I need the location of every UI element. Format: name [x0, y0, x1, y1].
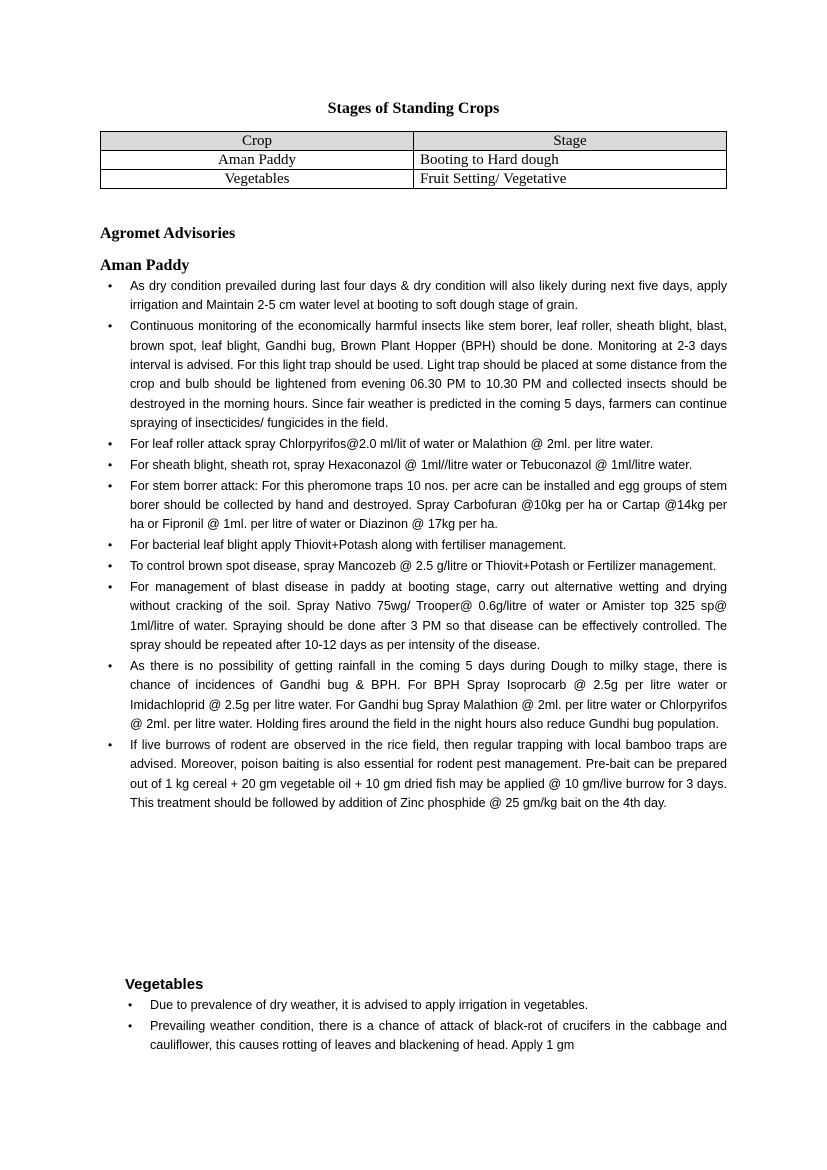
page-title: Stages of Standing Crops	[327, 100, 500, 117]
bullet-icon: •	[128, 1018, 133, 1033]
table-cell-stage: Fruit Setting/ Vegetative	[414, 170, 727, 189]
list-item: • If live burrows of rodent are observed in the rice field, then regular trapping with local bamboo traps are advised. Moreover, poison baiting is also essential for rodent pest management. Pre-bait can be prepared out of 1 kg cereal + 20 gm vegetable oil + 10 gm dried fish may be applied @ 10 gm/live burrow for 3 days. This treatment should be followed by addition of Zinc phosphide @ 25 gm/kg bait on the 4th day.	[108, 737, 727, 811]
list-item: • Prevailing weather condition, there is a chance of attack of black-rot of crucifers in the cabbage and cauliflower, this causes rotting of leaves and blackening of head. Apply 1 gm	[128, 1018, 727, 1053]
crop-stage-table	[100, 131, 727, 189]
aman-paddy-heading: Aman Paddy	[100, 257, 190, 274]
bullet-icon: •	[108, 559, 113, 574]
list-item: • For management of blast disease in paddy at booting stage, carry out alternative wetting and drying without cracking of the soil. Spray Nativo 75wg/ Trooper@ 0.6g/litre of water or Amister top 325 sp@ 1ml/litre of water. Spraying should be done after 3 PM so that disease can be effectively controlled. The spray should be repeated after 10-12 days as per intensity of the disease.	[108, 579, 727, 653]
bullet-icon: •	[108, 437, 113, 452]
table-header-row	[101, 132, 727, 151]
bullet-icon: •	[108, 579, 113, 594]
list-item: • For sheath blight, sheath rot, spray Hexaconazol @ 1ml//litre water or Tebuconazol @ 1ml/litre water.	[130, 456, 727, 475]
list-item: • For stem borrer attack: For this pheromone traps 10 nos. per acre can be installed and egg groups of stem borer should be collected by hand and destroyed. Spray Carbofuran @10kg per ha or Cartap @14kg per ha or Fipronil @ 1ml. per litre of water or Diazinon @ 17kg per ha.	[108, 478, 727, 532]
list-item: • For leaf roller attack spray Chlorpyrifos@2.0 ml/lit of water or Malathion @ 2ml. per litre water.	[130, 435, 727, 454]
vegetables-advisory-list	[128, 996, 727, 1057]
table-cell-crop: Vegetables	[101, 170, 414, 189]
bullet-icon: •	[108, 279, 113, 293]
table-cell-stage: Booting to Hard dough	[414, 151, 727, 170]
list-item: • As dry condition prevailed during last four days & dry condition will also likely during next five days, apply irrigation and Maintain 2-5 cm water level at booting to soft dough stage of grain.	[108, 279, 727, 313]
bullet-icon: •	[108, 319, 113, 334]
list-item: • To control brown spot disease, spray Mancozeb @ 2.5 g/litre or Thiovit+Potash or Fertilizer management.	[130, 557, 727, 576]
list-item: • For bacterial leaf blight apply Thiovit+Potash along with fertiliser management.	[130, 536, 727, 555]
bullet-icon: •	[108, 457, 113, 472]
bullet-icon: •	[108, 478, 113, 493]
table-row	[101, 151, 727, 170]
column-header-stage: Stage	[414, 132, 727, 151]
aman-paddy-advisory-list	[108, 277, 727, 815]
table-row	[101, 170, 727, 189]
advisories-heading: Agromet Advisories	[100, 225, 236, 242]
bullet-icon: •	[108, 658, 113, 673]
list-item: • As there is no possibility of getting rainfall in the coming 5 days during Dough to milky stage, there is chance of incidences of Gandhi bug & BPH. For BPH Spray Isoprocarb @ 2.5g per litre water or Imidachloprid @ 2.5g per litre water. For Gandhi bug Spray Malathion @ 2ml. per litre water or Chlorpyrifos @ 2ml. per litre water. Holding fires around the field in the night hours also reduce Gundhi bug population.	[108, 658, 727, 732]
bullet-icon: •	[128, 998, 133, 1012]
column-header-crop: Crop	[101, 132, 414, 151]
list-item: • Continuous monitoring of the economically harmful insects like stem borer, leaf roller, sheath blight, blast, brown spot, leaf blight, Gandhi bug, Brown Plant Hopper (BPH) should be done. Monitoring at 2-3 days interval is advised. For this light trap should be used. Light trap should be placed at some distance from the crop and bulb should be lightened from evening 06.30 PM to 10.30 PM and collected insects should be destroyed in the morning hours. Since fair weather is predicted in the coming 5 days, farmers can continue spraying of insecticides/ fungicides in the field.	[108, 319, 727, 431]
list-item: • Due to prevalence of dry weather, it is advised to apply irrigation in vegetables.	[150, 996, 727, 1015]
bullet-icon: •	[108, 737, 113, 752]
bullet-icon: •	[108, 538, 113, 553]
table-cell-crop: Aman Paddy	[101, 151, 414, 170]
vegetables-heading: Vegetables	[125, 976, 204, 993]
